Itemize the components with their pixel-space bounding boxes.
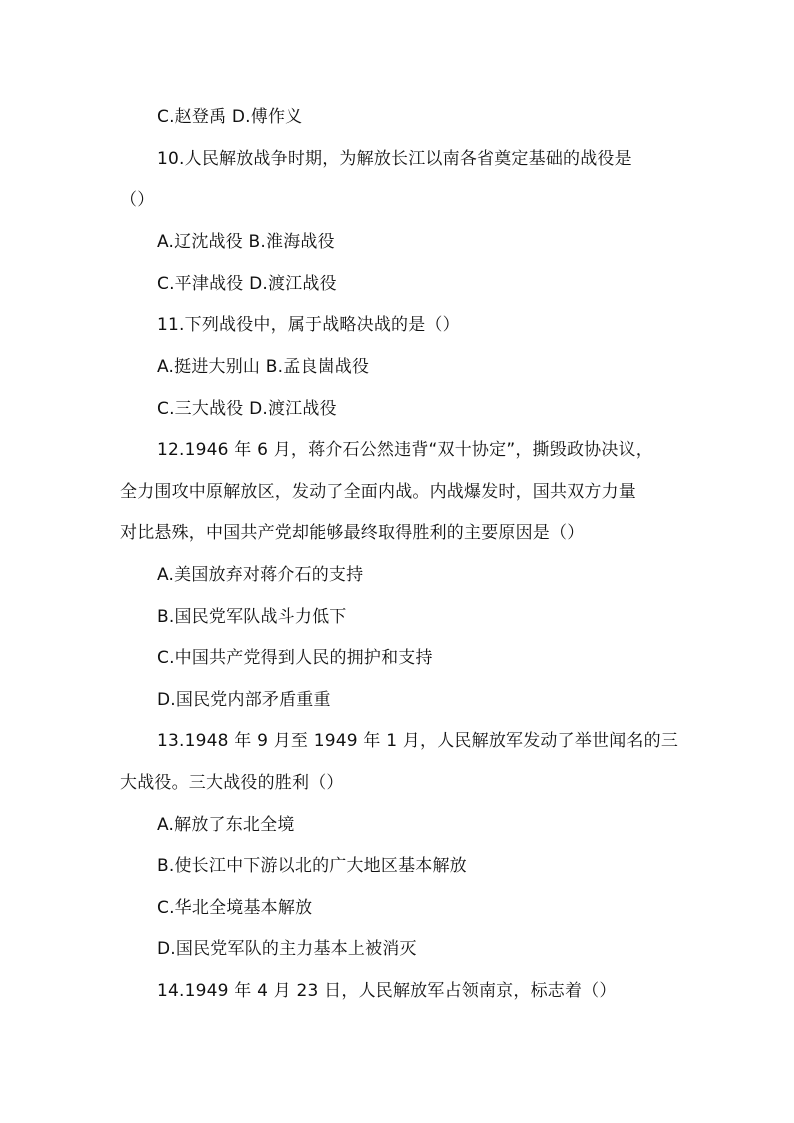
option-13-a: A.解放了东北全境 <box>157 815 295 835</box>
option-line-11-cd: C.三大战役 D.渡江战役 <box>157 399 337 419</box>
question-10-text: 10.人民解放战争时期，为解放长江以南各省奠定基础的战役是 <box>157 149 632 169</box>
question-14-text: 14.1949 年 4 月 23 日，人民解放军占领南京，标志着（） <box>157 981 617 1001</box>
option-13-c: C.华北全境基本解放 <box>157 898 313 918</box>
question-12-continuation-1: 全力围攻中原解放区，发动了全面内战。内战爆发时，国共双方力量 <box>120 482 636 502</box>
option-line-10-ab: A.辽沈战役 B.淮海战役 <box>157 232 335 252</box>
question-12-text: 12.1946 年 6 月，蒋介石公然违背“双十协定”，撕毁政协决议， <box>157 440 653 460</box>
option-line-10-cd: C.平津战役 D.渡江战役 <box>157 274 337 294</box>
question-13-text: 13.1948 年 9 月至 1949 年 1 月，人民解放军发动了举世闻名的三 <box>157 731 679 751</box>
question-12-continuation-2: 对比悬殊，中国共产党却能够最终取得胜利的主要原因是（） <box>120 523 585 543</box>
option-12-c: C.中国共产党得到人民的拥护和支持 <box>157 648 433 668</box>
question-13-continuation: 大战役。三大战役的胜利（） <box>120 773 344 793</box>
option-13-d: D.国民党军队的主力基本上被消灭 <box>157 939 417 959</box>
question-10-continuation: （） <box>120 190 155 210</box>
option-12-d: D.国民党内部矛盾重重 <box>157 690 331 710</box>
question-11-text: 11.下列战役中，属于战略决战的是（） <box>157 315 460 335</box>
option-12-b: B.国民党军队战斗力低下 <box>157 607 347 627</box>
option-line-11-ab: A.挺进大别山 B.孟良崮战役 <box>157 357 370 377</box>
option-12-a: A.美国放弃对蒋介石的支持 <box>157 565 364 585</box>
option-13-b: B.使长江中下游以北的广大地区基本解放 <box>157 856 467 876</box>
option-line-9-cd: C.赵登禹 D.傅作义 <box>157 107 303 127</box>
